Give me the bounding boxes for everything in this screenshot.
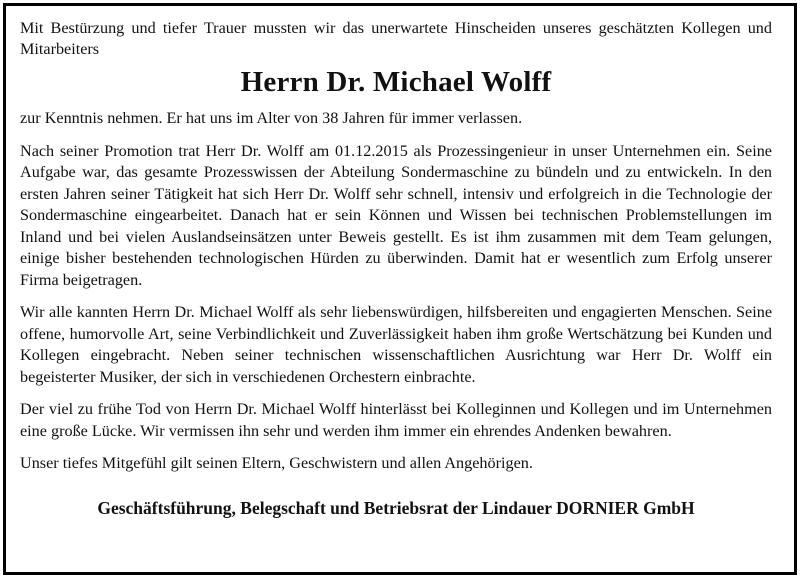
obituary-notice xyxy=(20,18,772,519)
paragraph-career: Nach seiner Promotion trat Herr Dr. Wolff am 01.12.2015 als Prozessingenieur in unser Unternehmen ein. Seine Aufgabe war, das gesamte Prozesswissen der Abteilung Sondermaschine zu bündeln und zu entwickeln. In den ersten Jahren seiner Tätigkeit hat sich Herr Dr. Wolff sehr schnell, intensiv und erfolgreich in die Technologie der Sondermaschine eingearbeitet. Danach hat er sein Können und Wissen bei technischen Problemstellungen im Inland und bei vielen Auslandseinsätzen unter Beweis gestellt. Es ist ihm zusammen mit dem Team gelungen, einige bisher bestehenden technologischen Hürden zu überwinden. Damit hat er wesentlich zum Erfolg unserer Firma beigetragen. xyxy=(20,141,772,289)
paragraph-personality: Wir alle kannten Herrn Dr. Michael Wolff als sehr liebenswürdigen, hilfsbereiten und engagierten Menschen. Seine offene, humorvolle Art, seine Verbindlichkeit und Zuverlässigkeit haben ihm große Wertschätzung bei Kunden und Kollegen eingebracht. Neben seiner technischen wissenschaftlichen Ausrichtung war Herr Dr. Wolff ein begeisterter Musiker, der sich in verschiedenen Orchestern einbrachte. xyxy=(20,303,772,386)
deceased-name: Herrn Dr. Michael Wolff xyxy=(240,66,552,98)
signature: Geschäftsführung, Belegschaft und Betriebsrat der Lindauer DORNIER GmbH xyxy=(97,497,695,518)
paragraph-loss: Der viel zu frühe Tod von Herrn Dr. Michael Wolff hinterlässt bei Kolleginnen und Kollegen und im Unternehmen eine große Lücke. Wir vermissen ihn sehr und werden ihm immer ein ehrendes Andenken bewahren. xyxy=(20,400,772,440)
intro-text: Mit Bestürzung und tiefer Trauer mussten wir das unerwartete Hinscheiden unseres geschätzten Kollegen und Mitarbeiters xyxy=(20,19,772,58)
paragraph-announcement: zur Kenntnis nehmen. Er hat uns im Alter von 38 Jahren für immer verlassen. xyxy=(20,109,523,127)
paragraph-condolence: Unser tiefes Mitgefühl gilt seinen Eltern, Geschwistern und allen Angehörigen. xyxy=(20,454,533,472)
